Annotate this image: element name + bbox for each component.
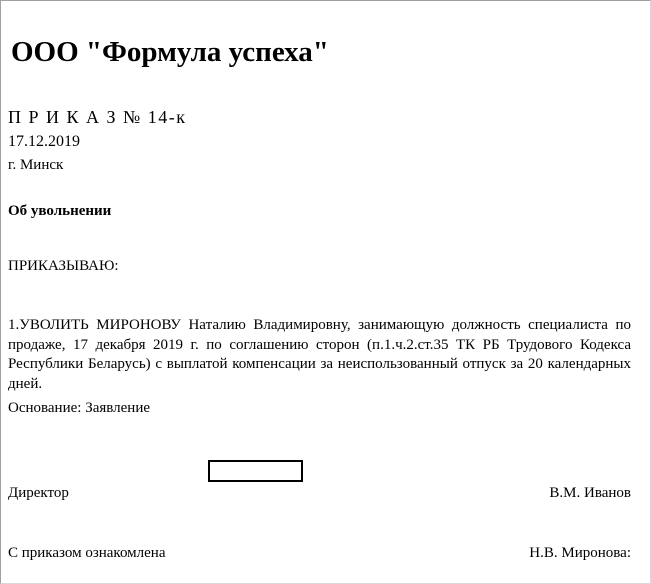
orders-heading: ПРИКАЗЫВАЮ: bbox=[8, 258, 119, 274]
order-date: 17.12.2019 bbox=[8, 133, 80, 150]
order-basis: Основание: Заявление bbox=[8, 400, 151, 416]
order-body: 1.УВОЛИТЬ МИРОНОВУ Наталию Владимировну, занимающую должность специалиста по продаже, 17 декабря 2019 г. по соглашению сторон (п.1.ч.2.ст.35 ТК РБ Трудового Кодекса Республики Беларусь) с выплатой компенсации за неиспользованный отпуск за 20 календарных дней. bbox=[8, 317, 631, 392]
order-city: г. Минск bbox=[8, 157, 64, 173]
order-title: П Р И К А З № 14-к bbox=[8, 107, 187, 127]
acknowledgement-label: С приказом ознакомлена bbox=[8, 545, 166, 561]
employee-name: Н.В. Миронова: bbox=[529, 545, 631, 561]
company-name: ООО "Формула успеха" bbox=[11, 36, 329, 68]
director-title: Директор bbox=[8, 485, 69, 501]
signature-field[interactable] bbox=[208, 460, 303, 482]
order-subject: Об увольнении bbox=[8, 203, 112, 219]
director-name: В.М. Иванов bbox=[549, 485, 631, 501]
